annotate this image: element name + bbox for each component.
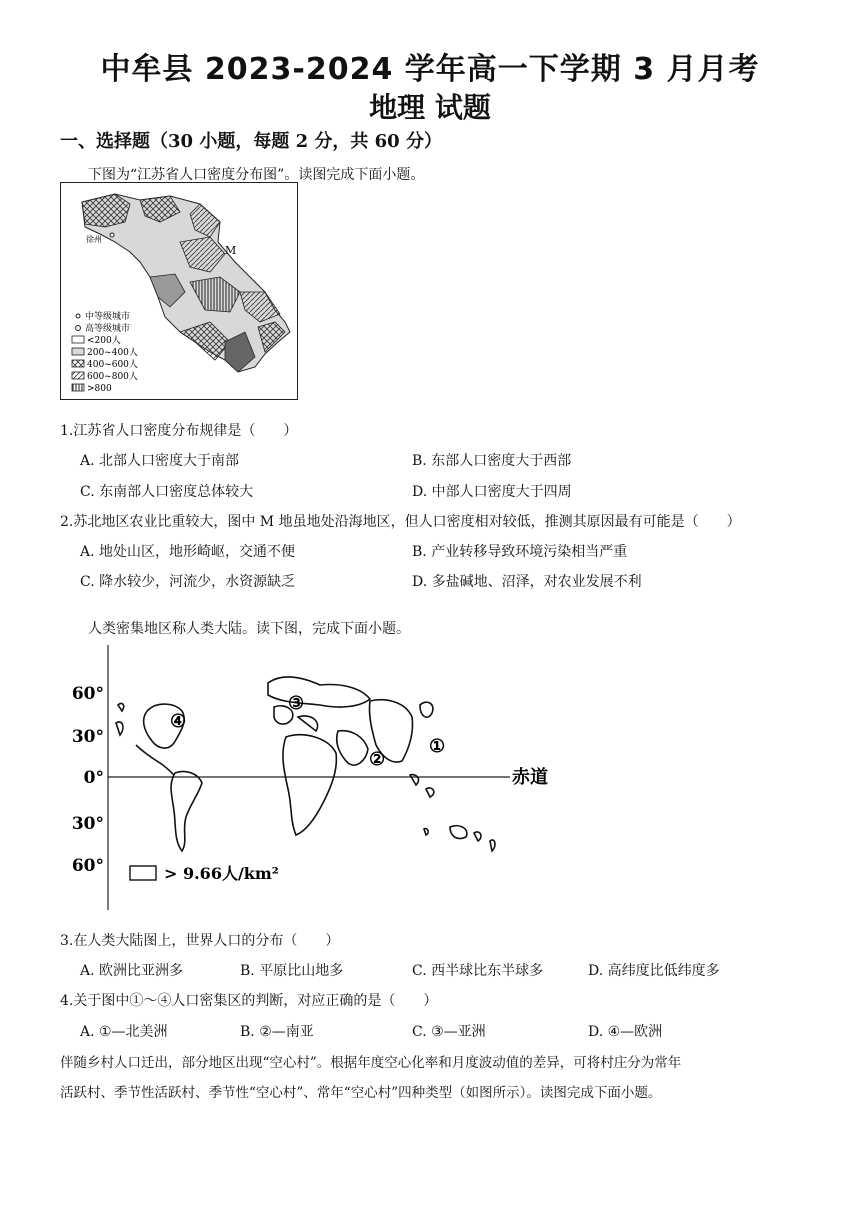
lat-label-30n: 30° bbox=[71, 727, 104, 747]
lat-label-30s: 30° bbox=[71, 814, 104, 834]
question-2-option-b[interactable]: B. 产业转移导致环境污染相当严重 bbox=[412, 544, 628, 560]
question-3-option-d[interactable]: D. 高纬度比低纬度多 bbox=[588, 963, 720, 979]
lat-label-0: 0° bbox=[83, 768, 104, 788]
question-4-option-a[interactable]: A. ①—北美洲 bbox=[80, 1024, 168, 1040]
group1-intro: 下图为“江苏省人口密度分布图”。读图完成下面小题。 bbox=[88, 167, 425, 183]
density-legend-label: > 9.66人/km² bbox=[164, 864, 279, 883]
point-m-label: M bbox=[225, 244, 237, 257]
group3-intro-line1: 伴随乡村人口迁出，部分地区出现“空心村”。根据年度空心化率和月度波动值的差异，可将村庄分为常年 bbox=[60, 1055, 682, 1071]
question-4-option-d[interactable]: D. ④—欧洲 bbox=[588, 1024, 663, 1040]
question-3-option-a[interactable]: A. 欧洲比亚洲多 bbox=[80, 963, 184, 979]
section-heading: 一、选择题（30 小题，每题 2 分，共 60 分） bbox=[60, 131, 442, 152]
legend-item-gt800: >800 bbox=[87, 384, 112, 394]
legend-item-200-400: 200~400人 bbox=[87, 348, 138, 358]
legend-item-400-600: 400~600人 bbox=[87, 360, 138, 370]
question-1-stem: 1.江苏省人口密度分布规律是（ ） bbox=[60, 423, 298, 439]
equator-label: 赤道 bbox=[512, 767, 548, 788]
density-legend-swatch bbox=[130, 866, 156, 880]
legend-item-lt200: <200人 bbox=[87, 336, 121, 346]
marker-1: ① bbox=[429, 736, 446, 757]
human-continent-map bbox=[70, 645, 570, 915]
marker-3: ③ bbox=[288, 693, 305, 714]
question-2-option-a[interactable]: A. 地处山区，地形崎岖，交通不便 bbox=[80, 544, 296, 560]
question-1-option-d[interactable]: D. 中部人口密度大于四周 bbox=[412, 484, 572, 500]
lat-label-60n: 60° bbox=[71, 684, 104, 704]
question-3-option-b[interactable]: B. 平原比山地多 bbox=[240, 963, 344, 979]
exam-subject: 地理 试题 bbox=[369, 91, 491, 124]
question-4-option-b[interactable]: B. ②—南亚 bbox=[240, 1024, 314, 1040]
question-4-stem: 4.关于图中①～④人口密集区的判断，对应正确的是（ ） bbox=[60, 993, 438, 1009]
exam-title: 中牟县 2023-2024 学年高一下学期 3 月月考 bbox=[100, 52, 760, 87]
question-2-option-d[interactable]: D. 多盐碱地、沼泽，对农业发展不利 bbox=[412, 574, 642, 590]
group3-intro-line2: 活跃村、季节性活跃村、季节性“空心村”、常年“空心村”四种类型（如图所示）。读图完成下面小题。 bbox=[60, 1085, 662, 1101]
question-1-option-c[interactable]: C. 东南部人口密度总体较大 bbox=[80, 484, 254, 500]
marker-4: ④ bbox=[170, 711, 187, 732]
city-label: 徐州 bbox=[86, 235, 102, 244]
lat-label-60s: 60° bbox=[71, 856, 104, 876]
question-4-option-c[interactable]: C. ③—亚洲 bbox=[412, 1024, 486, 1040]
legend-item-medium-city: 中等级城市 bbox=[85, 312, 131, 322]
legend-item-600-800: 600~800人 bbox=[87, 372, 138, 382]
marker-2: ② bbox=[369, 749, 386, 770]
question-3-stem: 3.在人类大陆图上，世界人口的分布（ ） bbox=[60, 933, 340, 949]
jiangsu-density-map bbox=[60, 182, 298, 400]
legend-item-major-city: 高等级城市 bbox=[85, 324, 131, 334]
question-1-option-b[interactable]: B. 东部人口密度大于西部 bbox=[412, 453, 572, 469]
question-3-option-c[interactable]: C. 西半球比东半球多 bbox=[412, 963, 544, 979]
question-2-option-c[interactable]: C. 降水较少，河流少，水资源缺乏 bbox=[80, 574, 296, 590]
group2-intro: 人类密集地区称人类大陆。读下图，完成下面小题。 bbox=[88, 621, 410, 637]
question-2-stem: 2.苏北地区农业比重较大，图中 M 地虽地处沿海地区，但人口密度相对较低，推测其原因最有可能是（ ） bbox=[60, 514, 741, 530]
question-1-option-a[interactable]: A. 北部人口密度大于南部 bbox=[80, 453, 240, 469]
